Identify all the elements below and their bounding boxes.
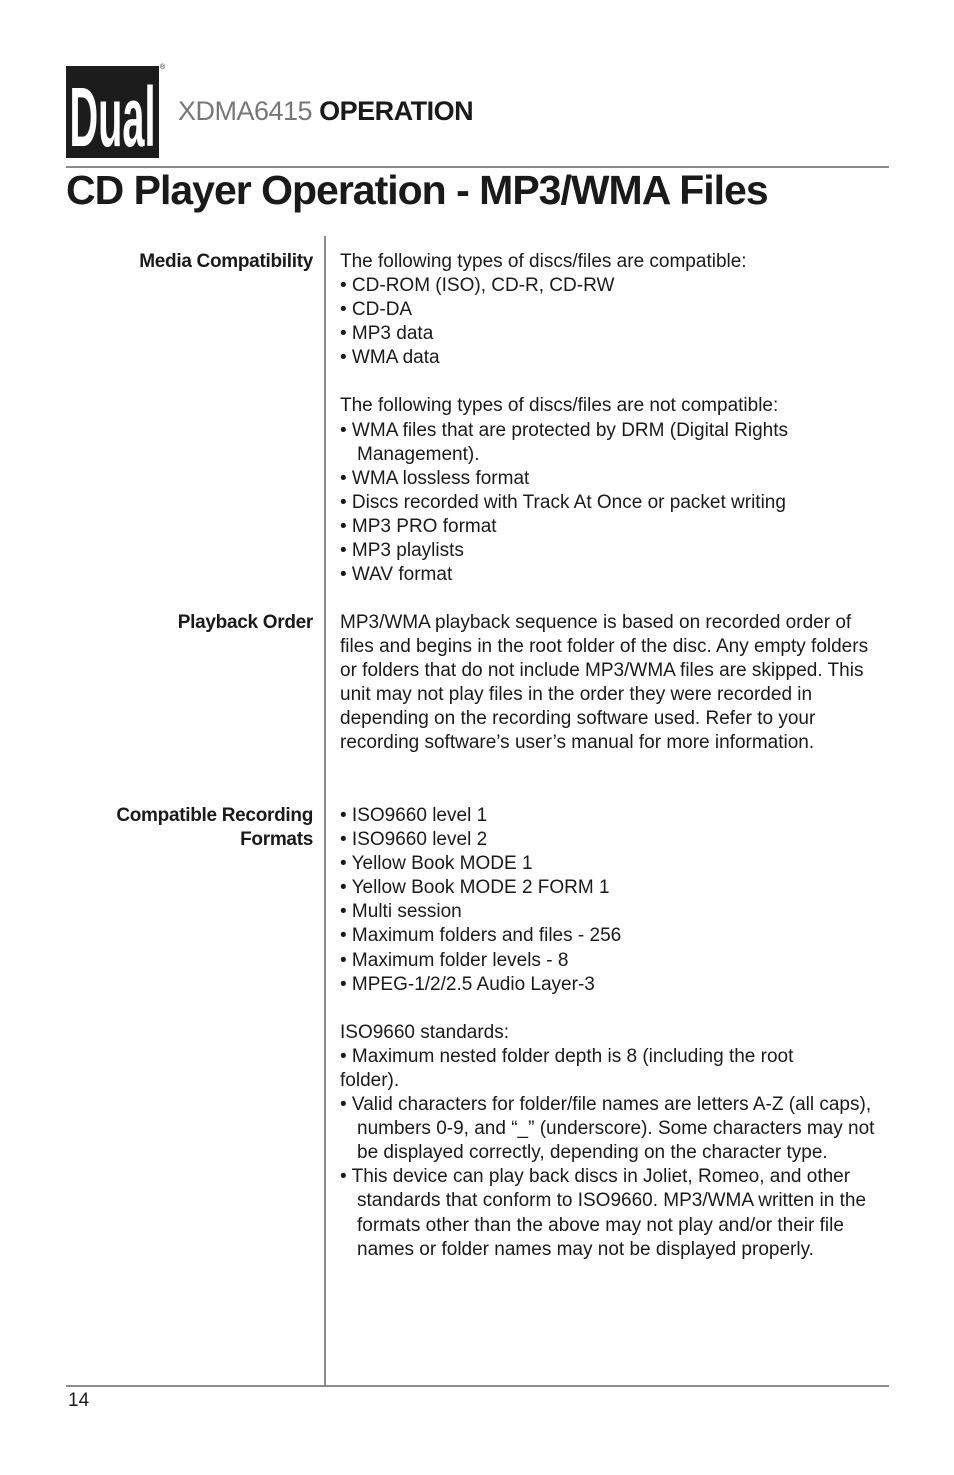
list-item: • WAV format [340,564,453,586]
incompatible-intro: The following types of discs/files are not compatible: [340,395,779,417]
label-line: Compatible Recording [116,805,313,826]
dual-logo [66,66,159,158]
recording-formats-content [340,804,905,1262]
list-item: • ISO9660 level 2 [340,829,488,851]
playback-order-content [340,611,885,756]
list-item: • Maximum folders and files - 256 [340,925,622,947]
page-number: 14 [68,1390,90,1411]
label-line: Formats [240,829,313,850]
list-item: • Maximum folder levels - 8 [340,949,569,971]
list-item: • Discs recorded with Track At Once or packet writing [340,491,786,513]
list-item: • MP3 PRO format [340,515,497,537]
model-number: XDMA6415 [178,96,313,126]
label-compatible-recording-formats [83,804,313,852]
standards-intro: ISO9660 standards: [340,1021,509,1043]
list-item: • MP3 playlists [340,540,464,562]
header-model-operation [178,96,473,127]
logo-text: Dual [69,70,156,158]
list-item: • ISO9660 level 1 [340,805,488,826]
list-item: • Valid characters for folder/file names are letters A-Z (all caps), numbers 0-9, and “_” (underscore). Some characters may not be displayed correctly, depending on the character type. [340,1094,875,1164]
list-item: • MPEG-1/2/2.5 Audio Layer-3 [340,973,595,995]
standards-list [340,1045,905,1262]
playback-order-text: MP3/WMA playback sequence is based on recorded order of files and begins in the root folder of the disc. Any empty folders or folders that do not include MP3/WMA files are skipped. This unit may not play files in the order they were recorded in depending on the recording software used. Refer to your recording software’s user’s manual for more information. [340,612,869,754]
column-divider [324,236,326,1386]
page-title: CD Player Operation - MP3/WMA Files [66,167,768,213]
list-item: • CD-ROM (ISO), CD-R, CD-RW [340,275,615,297]
list-item: • Yellow Book MODE 2 FORM 1 [340,877,610,899]
incompatible-list [340,419,840,588]
formats-list [340,804,905,997]
label-media-compatibility: Media Compatibility [139,251,313,272]
list-item: • Yellow Book MODE 1 [340,853,533,875]
compatible-list [340,274,905,370]
footer-rule [66,1385,889,1387]
section-label: OPERATION [319,96,474,126]
list-item: • Maximum nested folder depth is 8 (including the root folder). [340,1045,794,1091]
list-item: • CD-DA [340,299,413,321]
list-item: • Multi session [340,901,462,923]
list-item: • WMA files that are protected by DRM (Digital Rights Management). [340,419,789,465]
list-item: • This device can play back discs in Joliet, Romeo, and other standards that conform to ISO9660. MP3/WMA written in the formats other than the above may not play and/or their file names or folder names may not be displayed properly. [340,1166,867,1260]
media-compatibility-content [340,250,905,587]
compatible-intro: The following types of discs/files are compatible: [340,251,747,272]
label-playback-order: Playback Order [177,612,313,633]
list-item: • WMA lossless format [340,467,530,489]
list-item: • WMA data [340,347,440,369]
registered-mark: ® [160,64,166,71]
list-item: • MP3 data [340,323,434,345]
